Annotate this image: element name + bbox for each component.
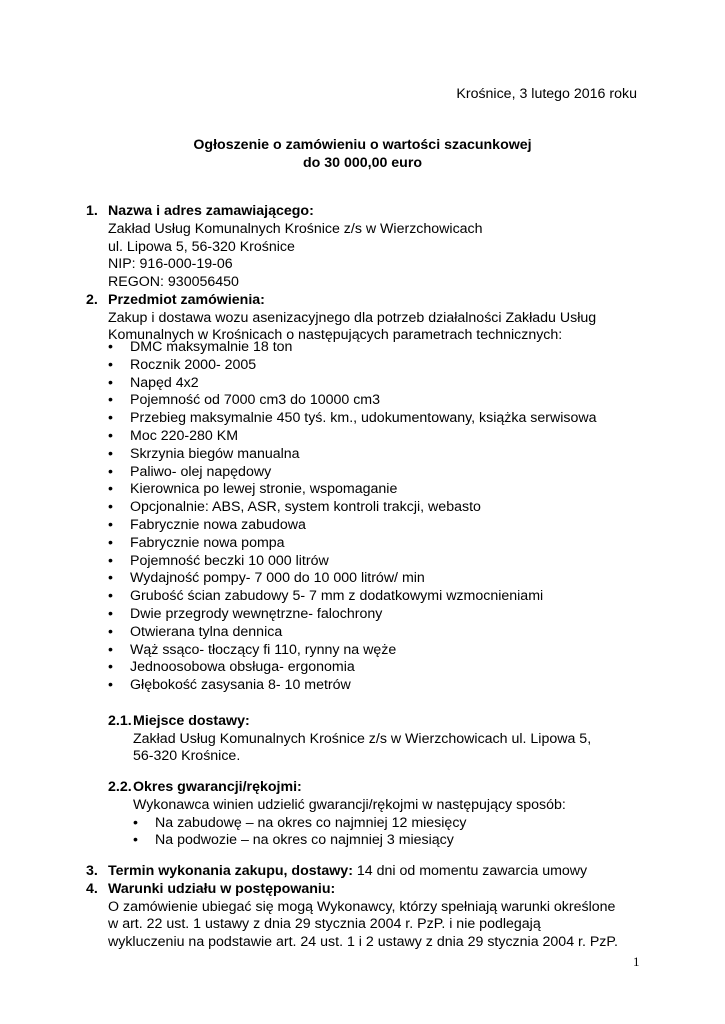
section-2-intro-line-1: Zakup i dostawa wozu asenizacyjnego dla potrzeb działalności Zakładu Usług [108,310,597,326]
bullet-icon: • [108,374,113,391]
list-item-text: Pojemność od 7000 cm3 do 10000 cm3 [130,392,381,409]
section-2-1-line-2: 56-320 Krośnice. [133,748,241,764]
bullet-icon: • [108,641,113,658]
section-4-line: w art. 22 ust. 1 ustawy z dnia 29 stycznia 2004 r. PzP. i nie podlegają [108,916,541,932]
bullet-icon: • [108,499,113,516]
section-3-line [108,863,638,881]
section-1-line: Zakład Usług Komunalnych Krośnice z/s w Wierzchowicach [108,221,483,237]
bullet-icon: • [108,392,113,409]
list-item-text: Moc 220-280 KM [130,428,239,444]
title-line-1: Ogłoszenie o zamówieniu o wartości szacunkowej [193,137,532,153]
bullet-icon: • [108,606,113,622]
list-item-text: Jednoosobowa obsługa- ergonomia [130,659,355,676]
section-3-text: 14 dni od momentu zawarcia umowy [356,863,588,879]
list-item-text: Fabrycznie nowa zabudowa [130,517,306,533]
section-4-line: wykluczeniu na podstawie art. 24 ust. 1 i 2 ustawy z dnia 29 stycznia 2004 r. PzP. [108,934,618,950]
section-1-line: ul. Lipowa 5, 56-320 Krośnice [108,239,295,255]
bullet-icon: • [108,445,113,462]
list-item-text: Fabrycznie nowa pompa [130,534,285,551]
list-item-text: Otwierana tylna dennica [130,623,283,640]
bullet-icon: • [108,428,113,444]
list-item-text: Grubość ścian zabudowy 5- 7 mm z dodatkowymi wzmocnieniami [130,588,544,605]
section-2-2-heading: Okres gwarancji/rękojmi: [133,779,302,795]
document-title [0,137,725,173]
bullet-icon: • [108,356,113,373]
bullet-icon: • [108,481,113,498]
bullet-icon: • [133,832,138,848]
bullet-icon: • [108,552,113,569]
list-item-text: Paliwo- olej napędowy [130,463,272,480]
section-1-line: NIP: 916-000-19-06 [108,256,233,272]
section-2-2-intro: Wykonawca winien udzielić gwarancji/rękojmi w następujący sposób: [133,797,566,813]
bullet-icon: • [108,463,113,480]
section-2-1-line-1: Zakład Usług Komunalnych Krośnice z/s w Wierzchowicach ul. Lipowa 5, [133,731,592,747]
list-item-text: Na zabudowę – na okres co najmniej 12 miesięcy [155,815,467,831]
list-item-text: Pojemność beczki 10 000 litrów [130,552,329,569]
section-2-2-number: 2.2. [108,779,132,795]
bullet-icon: • [108,410,113,427]
section-4-line: O zamówienie ubiegać się mogą Wykonawcy, którzy spełniają warunki określone [108,899,616,915]
section-2-heading: Przedmiot zamówienia: [108,292,265,308]
section-2-intro-line-2: Komunalnych w Krośnicach o następujących parametrach technicznych: [108,327,563,343]
bullet-icon: • [108,659,113,676]
section-2-number: 2. [86,292,98,308]
bullet-icon: • [133,815,138,831]
bullet-icon: • [108,677,113,694]
list-item-text: Wydajność pompy- 7 000 do 10 000 litrów/ min [130,570,425,587]
section-3-heading: Termin wykonania zakupu, dostawy: [108,863,353,879]
list-item-text: Kierownica po lewej stronie, wspomaganie [130,481,398,498]
section-4-number: 4. [86,881,98,897]
list-item-text: Napęd 4x2 [130,374,199,391]
bullet-icon: • [108,570,113,587]
list-item-text: Skrzynia biegów manualna [130,445,300,462]
section-3-number: 3. [86,863,98,879]
list-item-text: Opcjonalnie: ABS, ASR, system kontroli trakcji, webasto [130,499,481,516]
list-item-text: Na podwozie – na okres co najmniej 3 miesiący [155,832,454,848]
section-1-number: 1. [86,203,98,219]
page-number: 1 [633,954,640,969]
list-item-text: DMC maksymalnie 18 ton [130,339,293,355]
title-line-2: do 30 000,00 euro [302,154,423,171]
bullet-icon: • [108,623,113,640]
section-1-heading: Nazwa i adres zamawiającego: [108,203,314,219]
section-2-1-heading: Miejsce dostawy: [133,713,250,729]
date-line: Krośnice, 3 lutego 2016 roku [456,86,637,102]
section-4-heading: Warunki udziału w postępowaniu: [108,881,336,897]
bullet-icon: • [108,517,113,533]
list-item-text: Głębokość zasysania 8- 10 metrów [130,677,351,694]
list-item-text: Rocznik 2000- 2005 [130,356,257,373]
list-item-text: Przebieg maksymalnie 450 tyś. km., udokumentowany, książka serwisowa [130,410,597,427]
bullet-icon: • [108,534,113,551]
bullet-icon: • [108,588,113,605]
section-1-line: REGON: 930056450 [108,274,239,290]
bullet-icon: • [108,339,113,355]
list-item-text: Dwie przegrody wewnętrzne- falochrony [130,606,383,622]
list-item-text: Wąż ssąco- tłoczący fi 110, rynny na węże [130,641,397,658]
section-2-1-number: 2.1. [108,713,132,729]
